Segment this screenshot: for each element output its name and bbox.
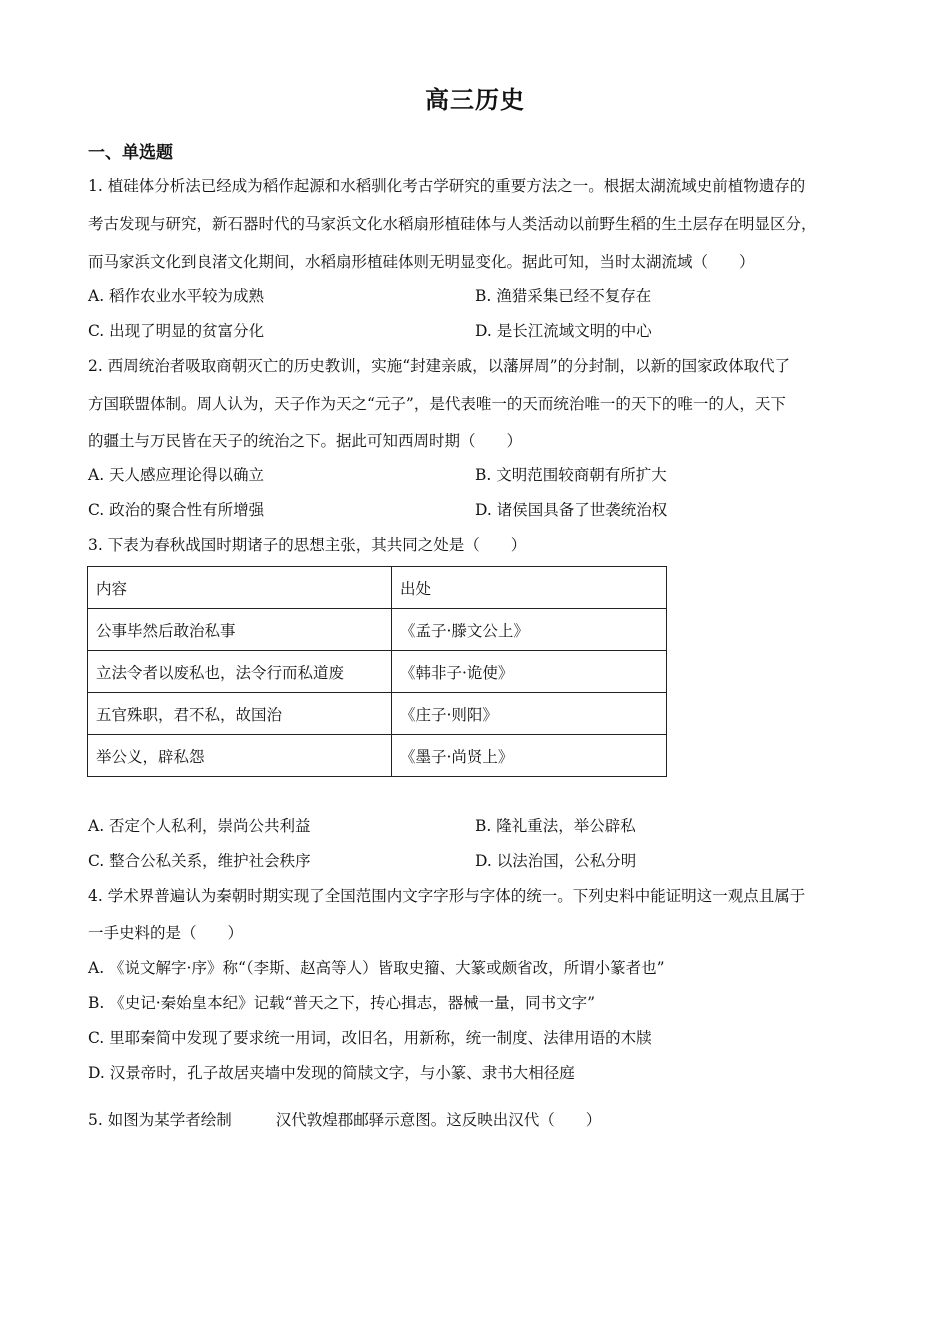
table-cell-source: 《韩非子·诡使》 <box>392 651 667 693</box>
q1-line-1: 1. 植硅体分析法已经成为稻作起源和水稻驯化考古学研究的重要方法之一。根据太湖流域史前植物遗存的 <box>88 177 806 195</box>
q3-option-b[interactable]: B. 隆礼重法，举公辟私 <box>475 817 636 835</box>
q5-stem-part-1: 5. 如图为某学者绘制 <box>88 1111 232 1129</box>
table-cell-source: 《墨子·尚贤上》 <box>392 735 667 777</box>
page-title: 高三历史 <box>425 86 525 114</box>
q5-stem-part-2: 汉代敦煌郡邮驿示意图。这反映出汉代（ ） <box>275 1111 602 1129</box>
q2-option-c[interactable]: C. 政治的聚合性有所增强 <box>88 501 265 519</box>
q2-line-1: 2. 西周统治者吸取商朝灭亡的历史教训，实施“封建亲戚，以藩屏周”的分封制，以新的国家政体取代了 <box>88 357 791 375</box>
q4-line-1: 4. 学术界普遍认为秦朝时期实现了全国范围内文字字形与字体的统一。下列史料中能证明这一观点且属于 <box>88 887 806 905</box>
sources-table <box>87 566 667 777</box>
table-cell-content: 公事毕然后敢治私事 <box>88 609 392 651</box>
q1-option-d[interactable]: D. 是长江流域文明的中心 <box>475 322 652 340</box>
table-header-row <box>88 567 667 609</box>
q1-line-3: 而马家浜文化到良渚文化期间，水稻扇形植硅体则无明显变化。据此可知，当时太湖流域（ ） <box>88 253 755 271</box>
q2-option-a[interactable]: A. 天人感应理论得以确立 <box>88 466 265 484</box>
q4-option-c[interactable]: C. 里耶秦简中发现了要求统一用词，改旧名，用新称，统一制度、法律用语的木牍 <box>88 1029 652 1047</box>
q4-option-d[interactable]: D. 汉景帝时，孔子故居夹墙中发现的简牍文字，与小篆、隶书大相径庭 <box>88 1064 575 1082</box>
table-cell-source: 《庄子·则阳》 <box>392 693 667 735</box>
table-cell-source: 《孟子·滕文公上》 <box>392 609 667 651</box>
q5-stem <box>88 1108 878 1132</box>
table-row <box>88 651 667 693</box>
section-heading: 一、单选题 <box>88 143 173 163</box>
table-row <box>88 693 667 735</box>
q4-line-2: 一手史料的是（ ） <box>88 924 244 942</box>
q1-option-c[interactable]: C. 出现了明显的贫富分化 <box>88 322 265 340</box>
q1-line-2: 考古发现与研究，新石器时代的马家浜文化水稻扇形植硅体与人类活动以前野生稻的生土层存在明显区分， <box>88 215 817 233</box>
q3-stem: 3. 下表为春秋战国时期诸子的思想主张，其共同之处是（ ） <box>88 536 527 554</box>
table-row <box>88 609 667 651</box>
q2-option-d[interactable]: D. 诸侯国具备了世袭统治权 <box>475 501 668 519</box>
q3-option-a[interactable]: A. 否定个人私利，崇尚公共利益 <box>88 817 311 835</box>
q2-line-2: 方国联盟体制。周人认为，天子作为天之“元子”，是代表唯一的天而统治唯一的天下的唯一的人，天下 <box>88 395 786 413</box>
q2-option-b[interactable]: B. 文明范围较商朝有所扩大 <box>475 466 667 484</box>
q4-option-a[interactable]: A. 《说文解字·序》称“（李斯、赵高等人）皆取史籀、大篆或颇省改，所谓小篆者也” <box>88 959 665 977</box>
q1-option-b[interactable]: B. 渔猎采集已经不复存在 <box>475 287 652 305</box>
table-cell-content: 五官殊职，君不私，故国治 <box>88 693 392 735</box>
table-row <box>88 735 667 777</box>
q3-option-c[interactable]: C. 整合公私关系，维护社会秩序 <box>88 852 311 870</box>
q2-line-3: 的疆土与万民皆在天子的统治之下。据此可知西周时期（ ） <box>88 432 523 450</box>
table-cell-content: 举公义，辟私怨 <box>88 735 392 777</box>
table-header-content: 内容 <box>88 567 392 609</box>
q4-option-b[interactable]: B. 《史记·秦始皇本纪》记载“普天之下，抟心揖志，器械一量，同书文字” <box>88 994 596 1012</box>
q3-option-d[interactable]: D. 以法治国，公私分明 <box>475 852 637 870</box>
q1-option-a[interactable]: A. 稻作农业水平较为成熟 <box>88 287 265 305</box>
table-cell-content: 立法令者以废私也，法令行而私道废 <box>88 651 392 693</box>
table-header-source: 出处 <box>392 567 667 609</box>
